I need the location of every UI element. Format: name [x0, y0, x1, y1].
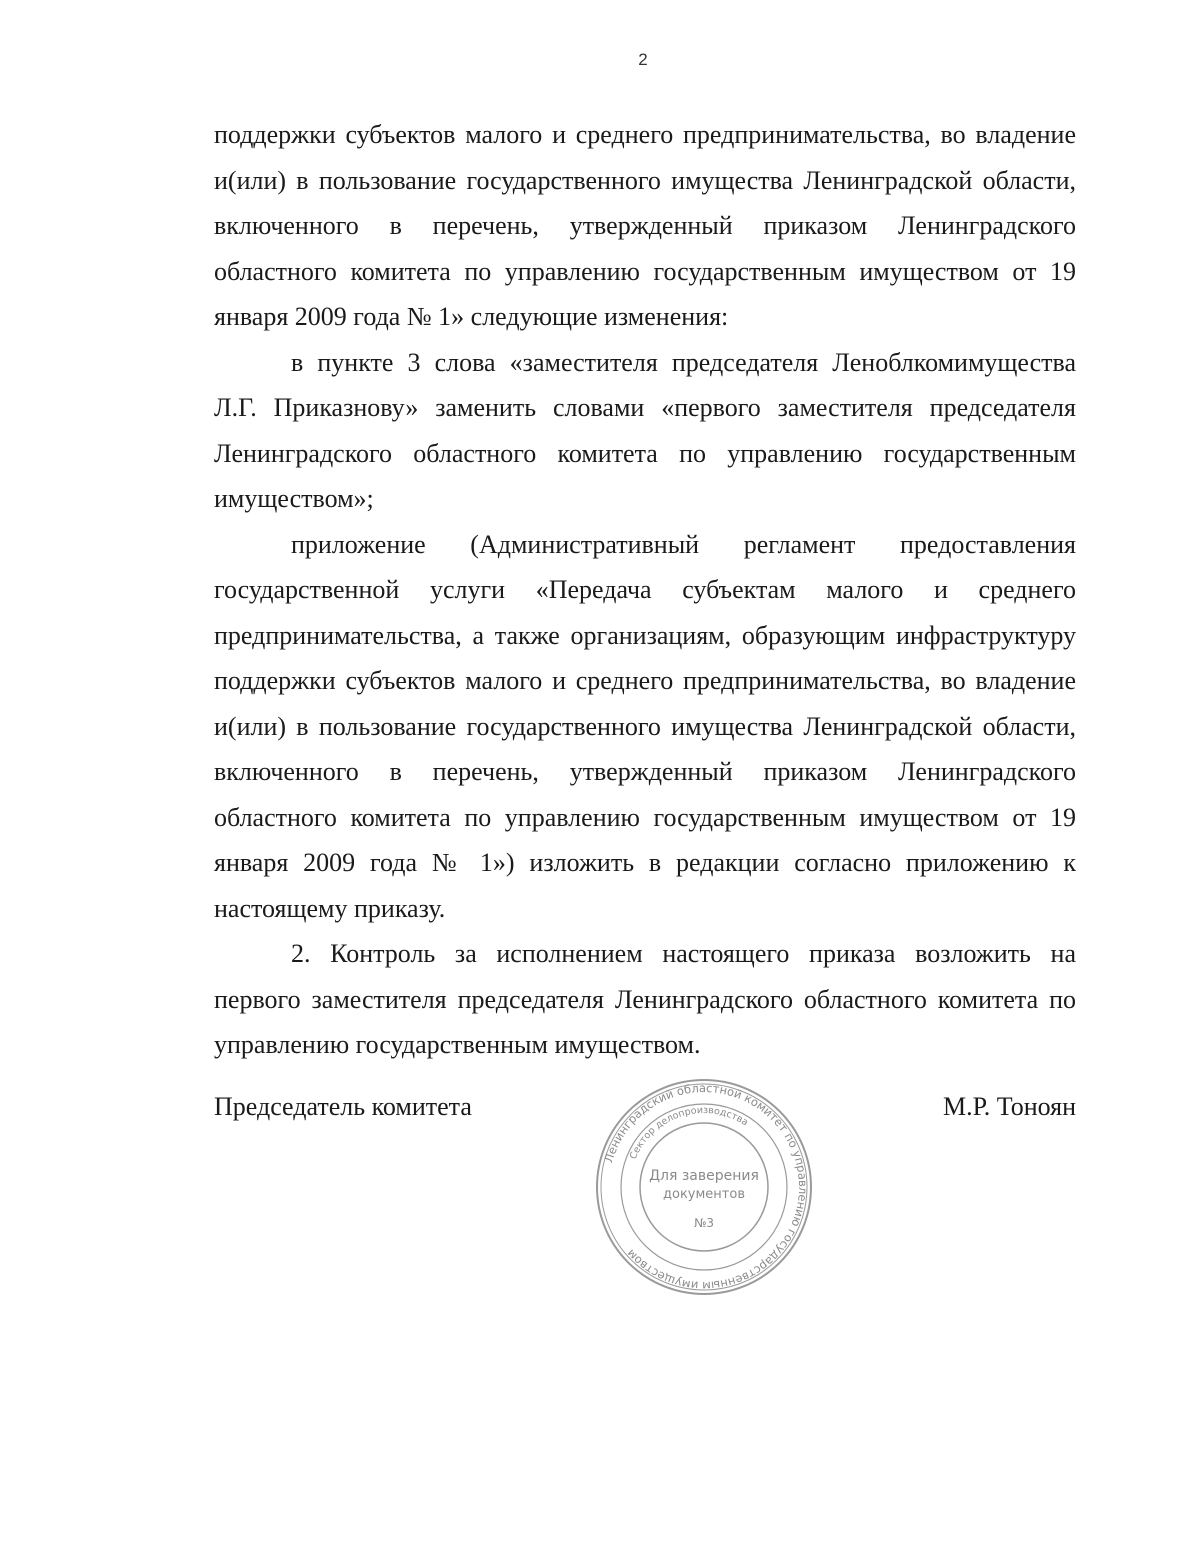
stamp-number: №3: [693, 1216, 715, 1230]
stamp-outer-ring-text: Ленинградский областной комитет по управлению государственным имуществом: [601, 1080, 811, 1294]
paragraph-item-3-change: в пункте 3 слова «заместителя председателя Леноблкомимущества Л.Г. Приказнову» заменить словами «первого заместителя председателя Ленинградского областного комитета по управлению государственным имуществом»;: [214, 347, 1076, 513]
stamp-center-line-2: документов: [663, 1187, 745, 1202]
stamp-inner-ring-text: Сектор делопроизводства: [627, 1104, 751, 1161]
paragraph-appendix-change: приложение (Административный регламент предоставления государственной услуги «Передача субъектам малого и среднего предпринимательства, а также организациям, образующим инфраструктуру поддержки субъектов малого и среднего предпринимательства, во владение и(или) в пользование государственного имущества Ленинградской области, включенного в перечень, утвержденный приказом Ленинградского областного комитета по управлению государственным имуществом от 19 января 2009 года № 1») изложить в редакции согласно приложению к настоящему приказу.: [214, 529, 1076, 923]
signatory-title: Председатель комитета: [214, 1092, 472, 1121]
body-text: [214, 112, 1076, 1068]
paragraph-control: 2. Контроль за исполнением настоящего приказа возложить на первого заместителя председателя Ленинградского областного комитета по управлению государственным имуществом.: [214, 939, 1076, 1059]
stamp-center-line-1: Для заверения: [649, 1168, 759, 1184]
signatory-name: М.Р. Тоноян: [942, 1092, 1076, 1121]
paragraph-continuation: поддержки субъектов малого и среднего предпринимательства, во владение и(или) в пользование государственного имущества Ленинградской области, включенного в перечень, утвержденный приказом Ленинградского областного комитета по управлению государственным имуществом от 19 января 2009 года № 1» следующие изменения:: [214, 120, 1076, 331]
page-number: 2: [638, 50, 648, 69]
certification-stamp: [595, 1078, 813, 1296]
